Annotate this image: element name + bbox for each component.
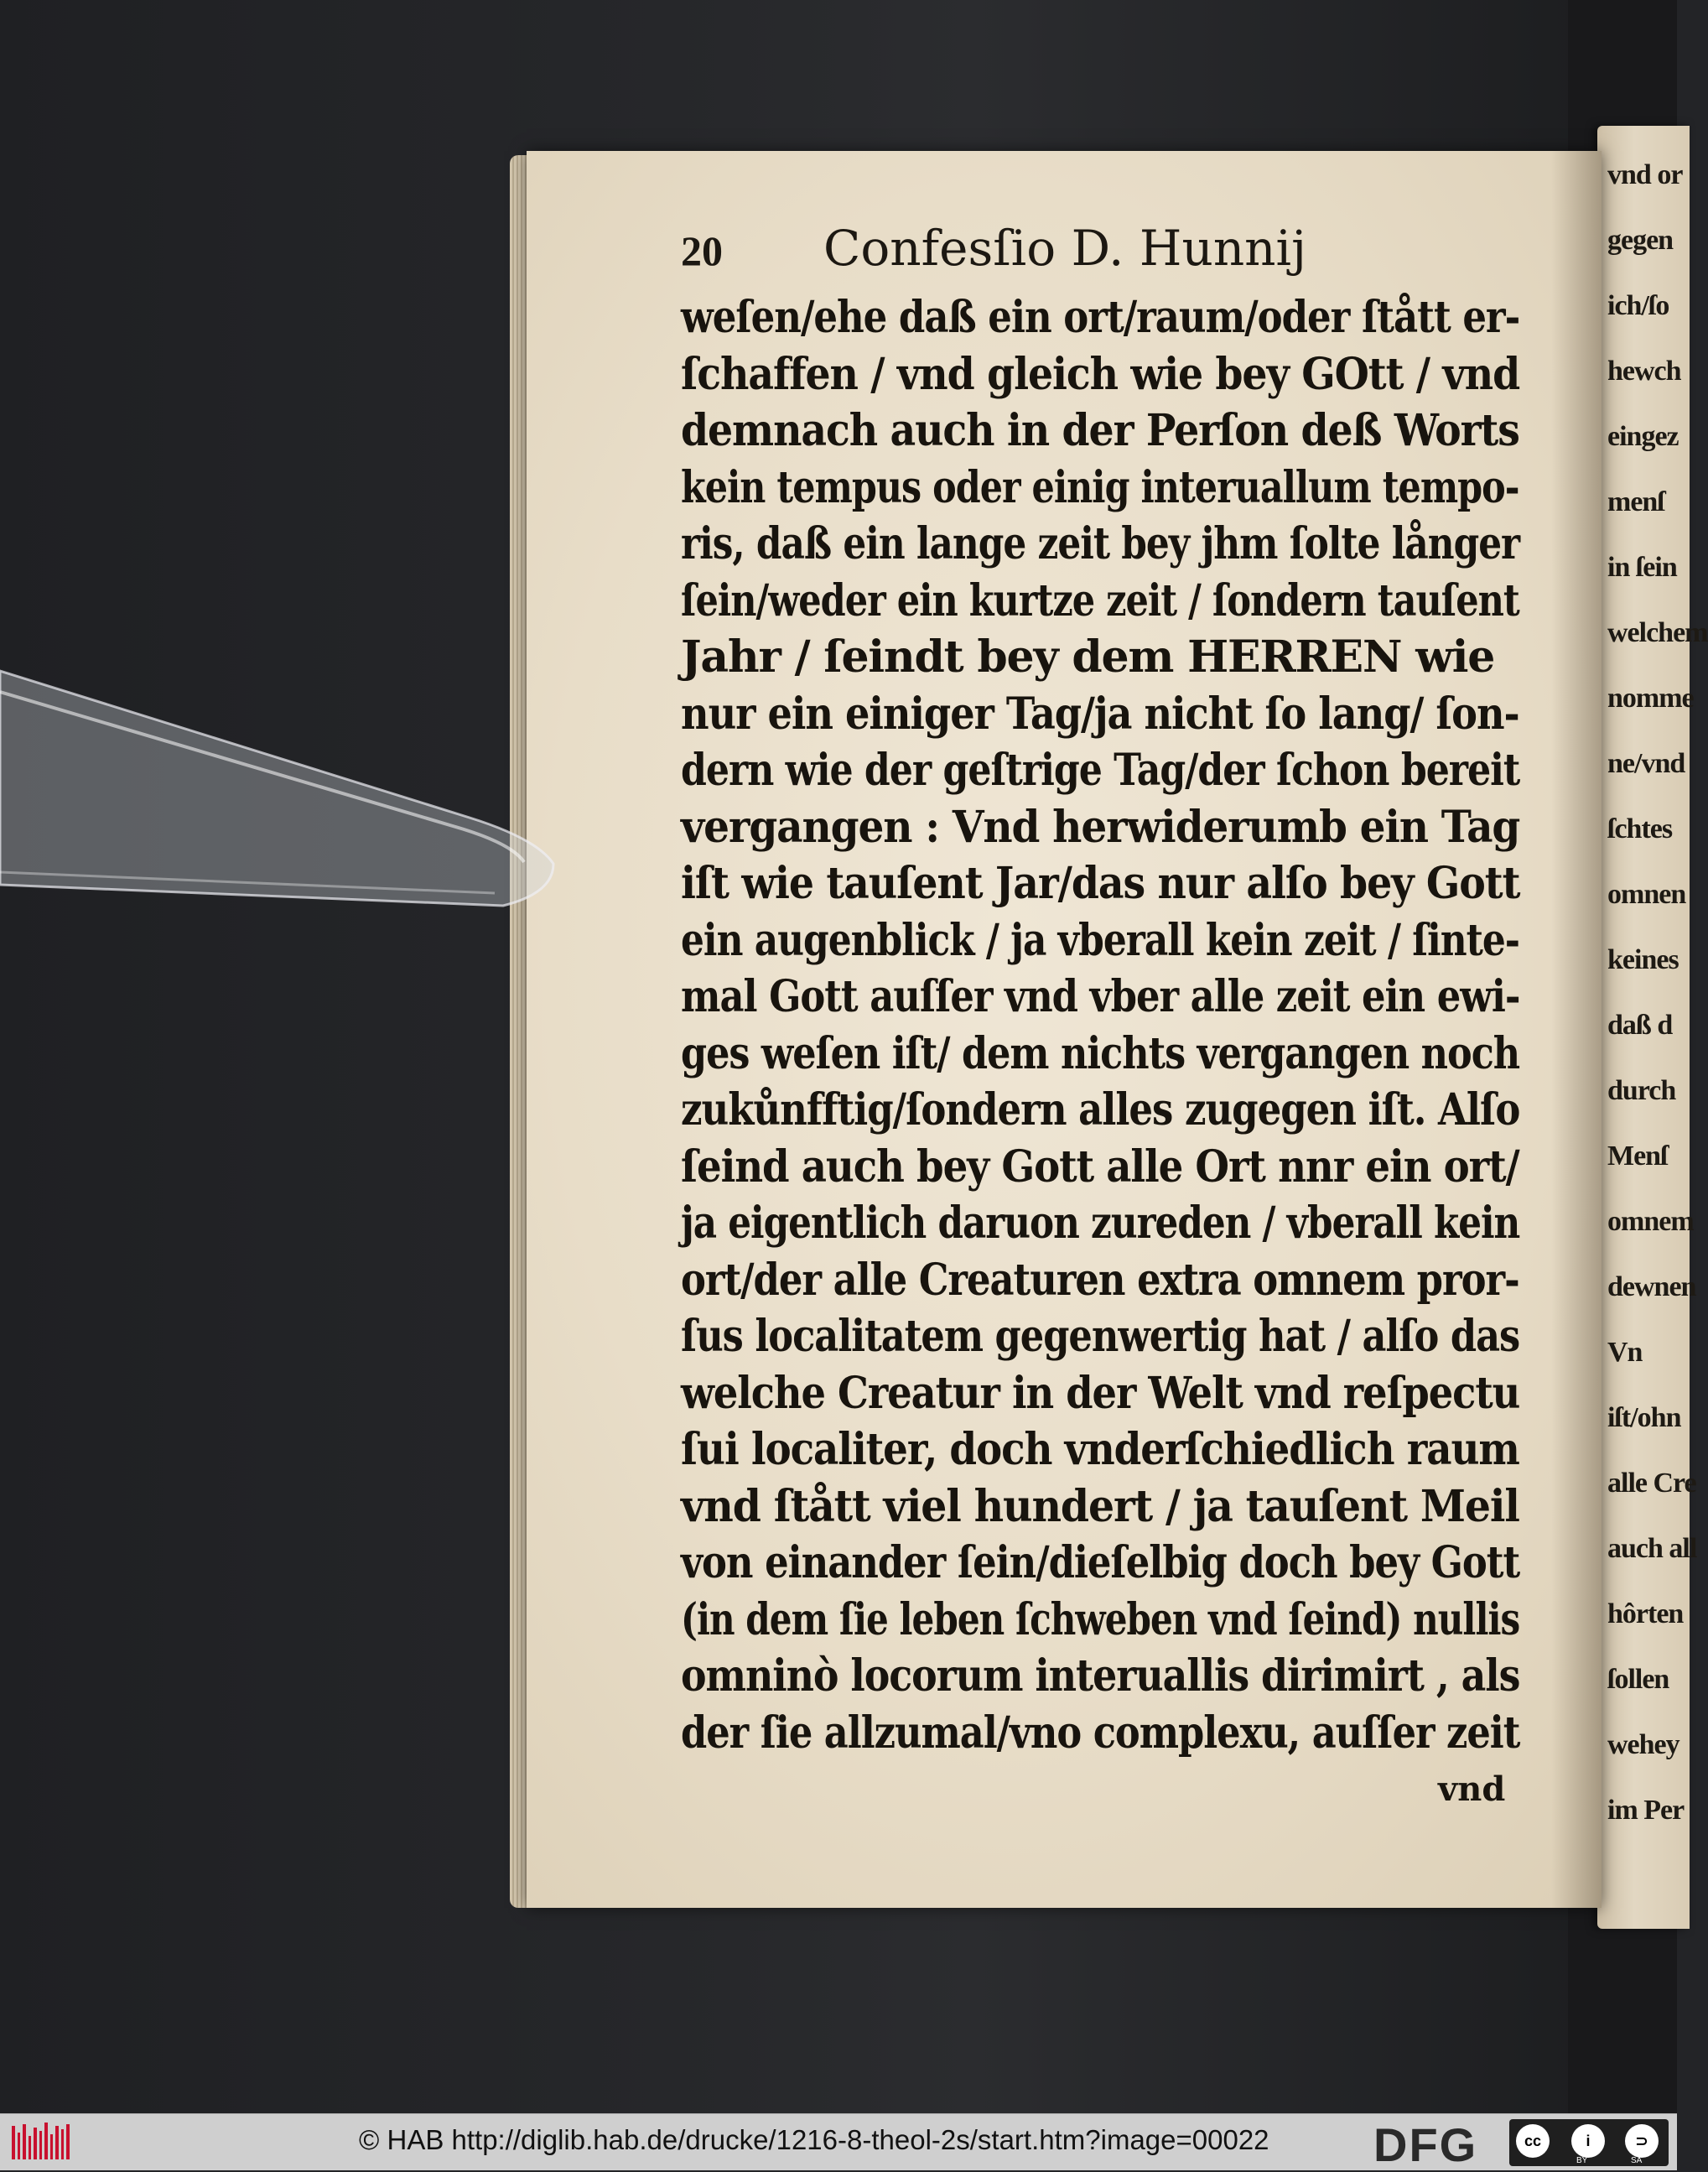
next-page-text-fragment: auch all bbox=[1607, 1533, 1697, 1564]
next-page-text-fragment: wehey bbox=[1607, 1729, 1679, 1760]
next-page-text-fragment: menſ bbox=[1607, 486, 1664, 517]
next-page-text-fragment: vnd or bbox=[1607, 159, 1683, 190]
cc-license-badge[interactable] bbox=[1509, 2119, 1669, 2166]
text-line: ja eigentlich daruon zureden / vberall kein bbox=[681, 1198, 1520, 1249]
next-page-text-fragment: durch bbox=[1607, 1075, 1676, 1106]
text-line: Jahr / ſeindt bey dem HERREN wie bbox=[681, 631, 1495, 683]
sa-label: SA bbox=[1631, 2156, 1643, 2165]
text-line: dern wie der geſtrige Tag/der ſchon bereit bbox=[681, 745, 1520, 796]
text-line: welche Creatur in der Welt vnd reſpectu bbox=[681, 1367, 1520, 1419]
next-page-fragment bbox=[1597, 126, 1708, 1929]
text-line: mal Gott auſſer vnd vber alle zeit ein ewi- bbox=[681, 971, 1520, 1022]
page-header bbox=[681, 220, 1519, 278]
sa-share-alike-icon: ⊃ bbox=[1625, 2124, 1659, 2158]
next-page-text-fragment: iſt/ohn bbox=[1607, 1402, 1681, 1433]
text-line: der ſie allzumal/vno complexu, auſſer zeit bbox=[681, 1707, 1520, 1759]
gutter-shadow bbox=[1551, 151, 1602, 1908]
catchword: vnd bbox=[1438, 1769, 1506, 1809]
next-page-text-fragment: welchem bbox=[1607, 617, 1708, 648]
text-line: ſus localitatem gegenwertig hat / alſo das bbox=[681, 1311, 1520, 1362]
copyright-link[interactable]: © HAB http://diglib.hab.de/drucke/1216-8-theol-2s/start.htm?image=00022 bbox=[359, 2124, 1269, 2155]
text-line: weſen/ehe daß ein ort/raum/oder ſtått er- bbox=[681, 292, 1520, 343]
hab-logo-icon bbox=[10, 2121, 72, 2164]
next-page-text-fragment: omnen bbox=[1607, 879, 1686, 910]
next-page-text-fragment: ich/ſo bbox=[1607, 290, 1669, 321]
next-page-text-fragment: in ſein bbox=[1607, 552, 1677, 583]
text-line: ris, daß ein lange zeit bey jhm ſolte långer bbox=[681, 518, 1520, 569]
text-line: ſeind auch bey Gott alle Ort nnr ein ort/ bbox=[681, 1141, 1519, 1193]
body-text bbox=[681, 289, 1519, 1761]
text-line: demnach auch in der Perſon deß Worts bbox=[681, 405, 1519, 456]
next-page-text-fragment: im Per bbox=[1607, 1795, 1685, 1826]
by-label: BY bbox=[1576, 2156, 1588, 2165]
next-page-text-fragment: hôrten bbox=[1607, 1598, 1684, 1629]
next-page-text-fragment: gegen bbox=[1607, 225, 1674, 256]
text-line: ſui localiter, doch vnderſchiedlich raum bbox=[681, 1424, 1519, 1475]
next-page-text-fragment: omnem bbox=[1607, 1206, 1694, 1237]
next-page-text-fragment: ne/vnd bbox=[1607, 748, 1685, 779]
cc-icon: cc bbox=[1516, 2124, 1550, 2158]
next-page-text-fragment: dewnen bbox=[1607, 1271, 1696, 1302]
text-line: von einander ſein/dieſelbig doch bey Gott bbox=[681, 1537, 1520, 1588]
by-attribution-icon: i bbox=[1571, 2124, 1605, 2158]
text-line: ſein/weder ein kurtze zeit / ſondern tauſent bbox=[681, 574, 1519, 626]
plastic-page-holder bbox=[0, 671, 570, 939]
text-line: vergangen : Vnd herwiderumb ein Tag bbox=[681, 801, 1520, 853]
next-page-text-fragment: nomme bbox=[1607, 683, 1694, 714]
text-line: ges weſen iſt/ dem nichts vergangen noch bbox=[681, 1027, 1520, 1079]
text-line: zukůnfftig/ſondern alles zugegen iſt. Alſo bbox=[681, 1084, 1520, 1135]
next-page-text-fragment: daß d bbox=[1607, 1010, 1673, 1041]
text-line: (in dem ſie leben ſchweben vnd ſeind) nullis bbox=[681, 1593, 1520, 1645]
next-page-text-fragment: hewch bbox=[1607, 356, 1681, 387]
text-line: omninò locorum interuallis dirimirt , als bbox=[681, 1650, 1520, 1702]
running-title: Confesſio D. Hunnij bbox=[823, 220, 1307, 277]
text-line: iſt wie tauſent Jar/das nur alſo bey Gott bbox=[681, 858, 1520, 909]
next-page-text-fragment: keines bbox=[1607, 944, 1679, 975]
text-line: ein augenblick / ja vberall kein zeit / ſinte- bbox=[681, 914, 1520, 966]
page-number: 20 bbox=[681, 227, 723, 274]
next-page-text-fragment: Menſ bbox=[1607, 1141, 1668, 1172]
next-page-text-fragment: ſchtes bbox=[1607, 813, 1673, 844]
text-line: vnd ſtått viel hundert / ja tauſent Meil bbox=[681, 1480, 1519, 1532]
next-page-text-fragment: Vn bbox=[1607, 1337, 1643, 1368]
text-line: kein tempus oder einig interuallum tempo- bbox=[681, 461, 1519, 513]
text-line: ſchaffen / vnd gleich wie bey GOtt / vnd bbox=[681, 348, 1520, 400]
next-page-text-fragment: alle Cre bbox=[1607, 1468, 1696, 1499]
dfg-logo: DFG bbox=[1373, 2118, 1478, 2171]
next-page-text-fragment: ſollen bbox=[1607, 1664, 1669, 1695]
text-line: nur ein einiger Tag/ja nicht ſo lang/ ſon- bbox=[681, 688, 1519, 740]
footer-bar bbox=[0, 2113, 1677, 2170]
text-line: ort/der alle Creaturen extra omnem pror- bbox=[681, 1254, 1519, 1306]
next-page-text-fragment: eingez bbox=[1607, 421, 1679, 452]
